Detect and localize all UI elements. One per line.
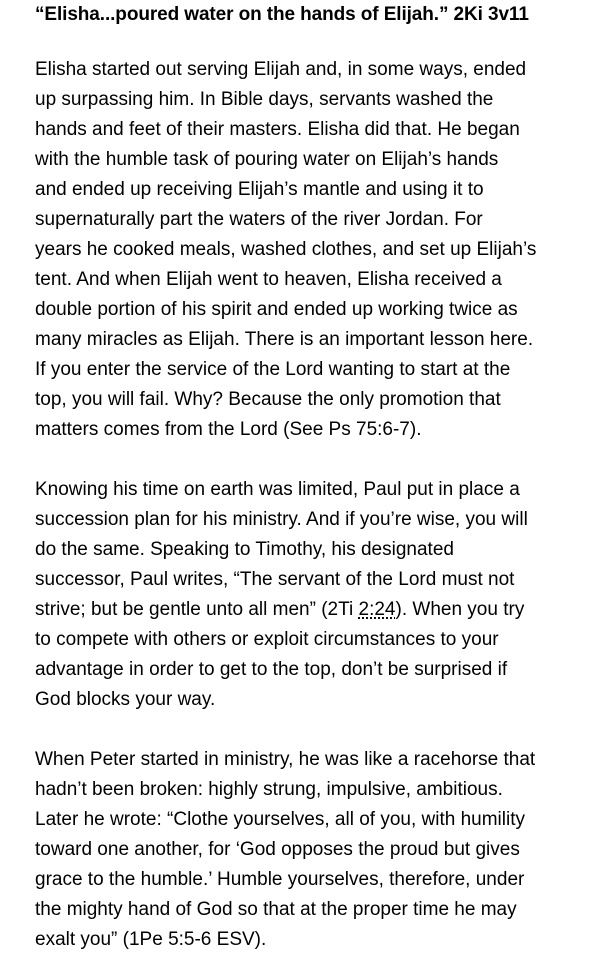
paragraph-paul xyxy=(35,475,595,715)
text-line: toward one another, for ‘God opposes the proud but gives xyxy=(35,839,520,860)
text-line: hands and feet of their masters. Elisha did that. He began xyxy=(35,119,520,140)
text-line: supernaturally part the waters of the river Jordan. For xyxy=(35,209,483,230)
text-line: the mighty hand of God so that at the proper time he may xyxy=(35,899,517,920)
text-segment: strive; but be gentle unto all men” (2Ti xyxy=(35,599,359,620)
text-line: grace to the humble.’ Humble yourselves, therefore, under xyxy=(35,869,525,890)
text-line: Later he wrote: “Clothe yourselves, all of you, with humility xyxy=(35,809,525,830)
paragraph-elisha xyxy=(35,55,595,445)
text-line: hadn’t been broken: highly strung, impulsive, ambitious. xyxy=(35,779,503,800)
text-line: succession plan for his ministry. And if you’re wise, you will xyxy=(35,509,528,530)
text-line: Elisha started out serving Elijah and, in some ways, ended xyxy=(35,59,527,80)
text-line: tent. And when Elijah went to heaven, Elisha received a xyxy=(35,269,502,290)
text-line: years he cooked meals, washed clothes, and set up Elijah’s xyxy=(35,239,537,260)
scripture-reference-link[interactable]: 2:24 xyxy=(358,599,396,620)
text-line: matters comes from the Lord (See Ps 75:6-7). xyxy=(35,419,422,440)
text-line: God blocks your way. xyxy=(35,689,216,710)
text-line: and ended up receiving Elijah’s mantle and using it to xyxy=(35,179,484,200)
devotional-document xyxy=(35,0,595,955)
paragraph-peter xyxy=(35,745,595,955)
text-segment: ). When you try xyxy=(395,599,525,620)
text-line: up surpassing him. In Bible days, servants washed the xyxy=(35,89,494,110)
text-line: with the humble task of pouring water on Elijah’s hands xyxy=(35,149,499,170)
text-line: When Peter started in ministry, he was like a racehorse that xyxy=(35,749,536,770)
text-line: Knowing his time on earth was limited, Paul put in place a xyxy=(35,479,520,500)
text-line: top, you will fail. Why? Because the only promotion that xyxy=(35,389,501,410)
text-line: do the same. Speaking to Timothy, his designated xyxy=(35,539,454,560)
text-line: to compete with others or exploit circumstances to your xyxy=(35,629,499,650)
text-line: advantage in order to get to the top, don’t be surprised if xyxy=(35,659,508,680)
page-title: “Elisha...poured water on the hands of Elijah.” 2Ki 3v11 xyxy=(35,4,529,25)
text-line: If you enter the service of the Lord wanting to start at the xyxy=(35,359,511,380)
text-line: exalt you” (1Pe 5:5-6 ESV). xyxy=(35,929,267,950)
text-line-with-reference xyxy=(35,595,595,625)
text-line: many miracles as Elijah. There is an important lesson here. xyxy=(35,329,534,350)
text-line: double portion of his spirit and ended up working twice as xyxy=(35,299,518,320)
text-line: successor, Paul writes, “The servant of the Lord must not xyxy=(35,569,515,590)
